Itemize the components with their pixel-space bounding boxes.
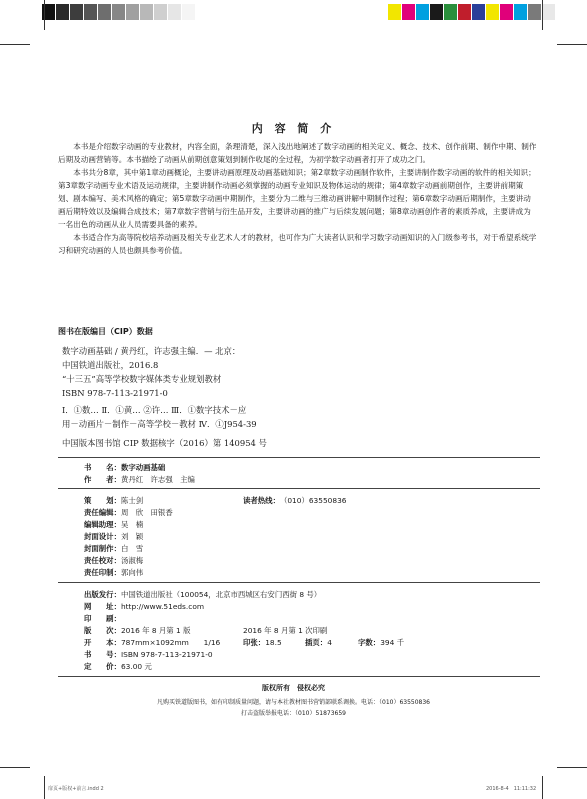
website-label: 网 址： [84,602,121,611]
grayscale-swatch [56,4,69,20]
editor-row [84,568,143,578]
price-row [84,662,152,672]
editor-label: 编辑助理： [84,520,121,529]
crop-mark [542,0,543,30]
isbn-row [84,650,213,660]
grayscale-swatch [182,4,195,20]
editor-value: 白 雪 [120,544,144,553]
cip-line: 用－动画片－制作－高等学校－教材 Ⅳ．①J954-39 [62,419,257,429]
crop-mark [557,44,587,45]
publisher-label: 出版发行： [84,590,121,599]
edition-row [84,626,191,636]
format-label: 开 本： [84,638,121,647]
website-row [84,602,204,612]
editor-label: 封面制作： [84,544,121,553]
sheets-row [243,638,282,648]
cip-line: 中国铁道出版社，2016.8 [62,360,159,370]
book-title-value: 数字动画基础 [120,463,166,472]
divider [58,582,540,583]
grayscale-swatch [70,4,83,20]
book-author-value: 黄丹红 许志强 主编 [120,475,195,484]
cip-line: ISBN 978-7-113-21971-0 [62,388,168,398]
page-title: 内 容 简 介 [251,122,336,135]
grayscale-swatch [126,4,139,20]
cip-line: “十三五”高等学校数字媒体类专业规划教材 [62,374,222,384]
book-title-label: 书 名： [84,463,121,472]
words-label: 字数： [358,638,381,647]
color-swatch [514,4,527,20]
planner-label: 策 划： [84,496,121,505]
editor-row [84,520,143,530]
book-author-row [84,475,195,485]
price-label: 定 价： [84,662,121,671]
editor-row [84,556,143,566]
color-swatch [472,4,485,20]
service-notice: 凡购买铁道版图书，如有印制质量问题，请与本社教材图书营销部联系调换。电话：（010）63550836 [157,699,430,706]
inserts-row [305,638,332,648]
editor-row [84,544,143,554]
editor-value: 刘 颖 [120,532,144,541]
words-value: 394 千 [380,638,405,647]
isbn-label: 书 号： [84,650,121,659]
color-swatch [402,4,415,20]
crop-mark [557,767,587,768]
sheets-label: 印张： [243,638,266,647]
cip-line: Ⅰ．①数… Ⅱ．①黄… ②许… Ⅲ．①数字技术－应 [62,405,247,415]
divider [58,457,540,458]
file-slug: 扉页+版权+前言.indd 2 [48,786,104,792]
isbn-value: ISBN 978-7-113-21971-0 [120,650,213,659]
editor-label: 封面设计： [84,532,121,541]
intro-paragraph: 本书是介绍数字动画的专业教材，内容全面，条理清楚，深入浅出地阐述了数字动画的相关定义、概念、技术、创作前期、制作中期、制作后期及动画营销等。本书描绘了动画从前期创意策划到制作收尾的全过程，为初学数字动画者打开了成功之门。 [58,142,537,164]
editor-label: 责任编辑： [84,508,121,517]
hotline-value: （010）63550836 [279,496,347,505]
color-swatch [528,4,541,20]
price-value: 63.00 元 [120,662,152,671]
cip-heading: 图书在版编目（CIP）数据 [58,327,153,336]
printer-label: 印 刷： [84,614,121,623]
grayscale-swatch [98,4,111,20]
grayscale-calibration-bar [42,4,196,20]
cip-record [62,344,542,400]
color-swatch [416,4,429,20]
crop-mark [44,776,45,799]
cip-check-number: 中国版本图书馆 CIP 数据核字（2016）第 140954 号 [62,438,267,448]
format-row [84,638,220,648]
words-row [358,638,404,648]
crop-mark [0,767,30,768]
hotline-row [243,496,346,506]
divider [58,676,540,677]
editor-row [84,508,173,518]
color-swatch [388,4,401,20]
piracy-hotline: 打击盗版举报电话：（010）51873659 [241,710,346,717]
format-value: 787mm×1092mm 1/16 [120,638,221,647]
copyright-notice: 版权所有 侵权必究 [262,684,325,692]
crop-mark [0,44,30,45]
book-author-label: 作 者： [84,475,121,484]
hotline-label: 读者热线： [243,496,280,505]
edition-value: 2016 年 8 月第 1 版 [120,626,191,635]
impression-value: 2016 年 8 月第 1 次印刷 [243,626,328,635]
date-slug: 2016-8-4 11:11:32 [486,786,537,792]
cip-classification [62,403,542,431]
grayscale-swatch [154,4,167,20]
color-swatch [486,4,499,20]
printer-row [84,614,121,624]
color-swatch [430,4,443,20]
crop-mark [44,0,45,30]
editor-row [84,532,143,542]
editor-label: 责任校对： [84,556,121,565]
color-swatch [542,4,555,20]
inserts-value: 4 [327,638,332,647]
inserts-label: 插页： [305,638,328,647]
grayscale-swatch [112,4,125,20]
grayscale-swatch [140,4,153,20]
cip-line: 数字动画基础 / 黄丹红，许志强主编．— 北京： [62,346,241,356]
color-swatch [500,4,513,20]
grayscale-swatch [84,4,97,20]
publisher-value: 中国铁道出版社（100054，北京市西城区右安门西街 8 号） [120,590,322,599]
publisher-row [84,590,321,600]
editor-label: 责任印制： [84,568,121,577]
color-swatch [458,4,471,20]
planner-row [84,496,143,506]
editor-value: 吴 楠 [120,520,144,529]
sheets-value: 18.5 [265,638,282,647]
intro-paragraph: 本书适合作为高等院校培养动画及相关专业艺术人才的教材，也可作为广大读者认识和学习数字动画知识的入门级参考书，对于希望系统学习和研究动画的人员也颇具参考价值。 [58,233,537,255]
editor-value: 汤淑梅 [120,556,144,565]
website-value: http://www.51eds.com [120,602,205,611]
intro-paragraph: 本书共分8章，其中第1章动画概论，主要讲动画原理及动画基础知识；第2章数字动画制作软件，主要讲制作数字动画的软件的相关知识；第3章数字动画专业术语及运动规律，主要讲制作动画必须掌握的动画专业知识及物体运动的规律；第4章数字动画前期创作，主要讲前期策划、剧本编写、美术风格的确定；第5章数字动画中期制作，主要分为二维与三维动画讲解中期制作过程；第6章数字动画后期制作，主要讲动画后期特效以及编辑合成技术；第7章数字营销与衍生品开发，主要讲动画的推广与后续发展问题；第8章动画创作者的素质养成，主要讲成为一名出色的动画从业人员需要具备的素养。 [58,168,536,229]
editor-value: 郭向伟 [120,568,144,577]
edition-label: 版 次： [84,626,121,635]
book-title-row [84,463,165,473]
intro-text [58,140,538,257]
color-calibration-bar [388,4,556,20]
planner-value: 陈士剑 [120,496,144,505]
crop-mark [542,776,543,799]
color-swatch [444,4,457,20]
editor-value: 周 欣 田银香 [120,508,173,517]
divider [58,488,540,489]
grayscale-swatch [168,4,181,20]
